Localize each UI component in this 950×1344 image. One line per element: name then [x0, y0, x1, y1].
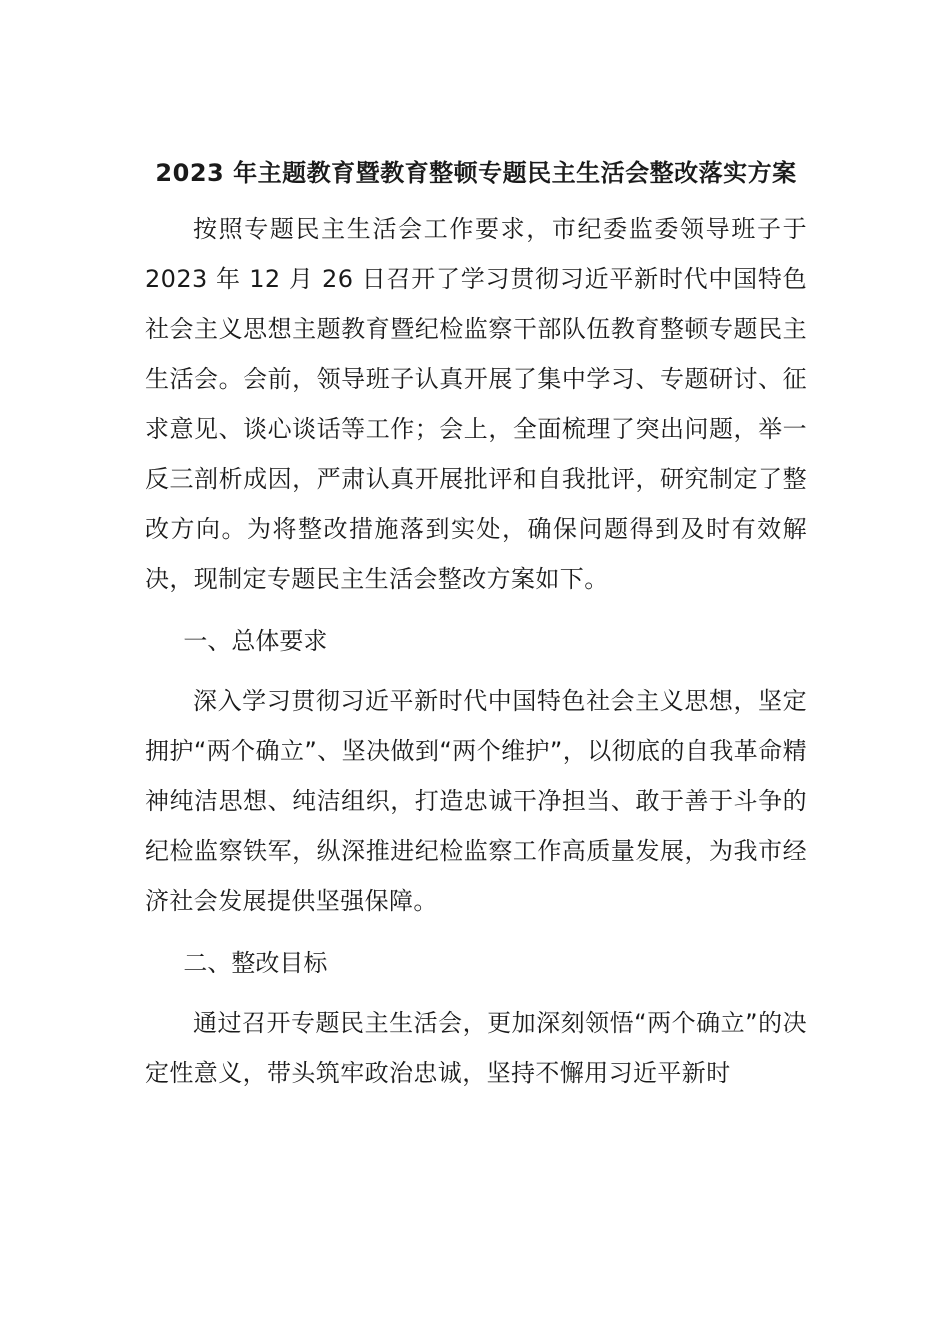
rectification-goals-paragraph: 通过召开专题民主生活会，更加深刻领悟“两个确立”的决定性意义，带头筑牢政治忠诚，坚持不懈用习近平新时 — [145, 1009, 807, 1087]
section-heading-rectification-goals: 二、整改目标 — [183, 949, 328, 977]
document-title: 2023 年主题教育暨教育整顿专题民主生活会整改落实方案 — [155, 159, 797, 187]
general-requirements-paragraph: 深入学习贯彻习近平新时代中国特色社会主义思想，坚定拥护“两个确立”、坚决做到“两个维护”，以彻底的自我革命精神纯洁思想、纯洁组织，打造忠诚干净担当、敢于善于斗争的纪检监察铁军，纵深推进纪检监察工作高质量发展，为我市经济社会发展提供坚强保障。 — [145, 687, 807, 915]
intro-paragraph: 按照专题民主生活会工作要求，市纪委监委领导班子于 2023 年 12 月 26 日召开了学习贯彻习近平新时代中国特色社会主义思想主题教育暨纪检监察干部队伍教育整顿专题民主生活会。会前，领导班子认真开展了集中学习、专题研讨、征求意见、谈心谈话等工作；会上，全面梳理了突出问题，举一反三剖析成因，严肃认真开展批评和自我批评，研究制定了整改方向。为将整改措施落到实处，确保问题得到及时有效解决，现制定专题民主生活会整改方案如下。 — [145, 215, 807, 593]
document-body — [145, 148, 807, 1098]
section-heading-general-requirements: 一、总体要求 — [183, 627, 328, 655]
